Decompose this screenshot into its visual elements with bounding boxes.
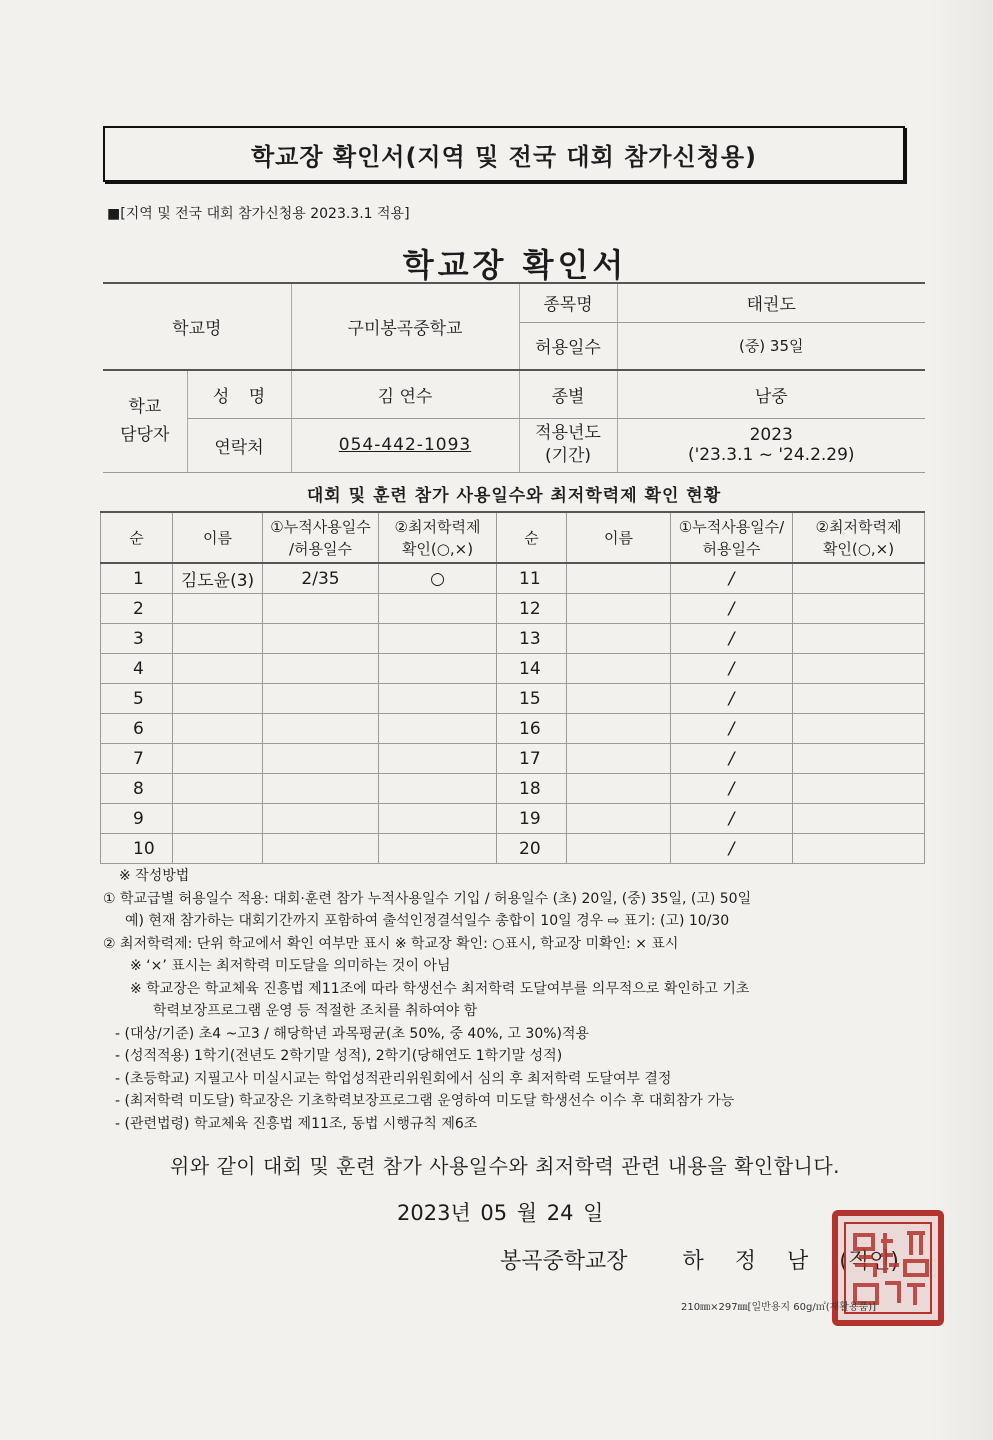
min-academic-check-right-cell bbox=[793, 774, 925, 804]
row-number-cell: 7 bbox=[101, 744, 173, 774]
min-academic-check-cell bbox=[379, 804, 497, 834]
applicability-note: ■[지역 및 전국 대회 참가신청용 2023.3.1 적용] bbox=[107, 206, 410, 222]
row-number-right-cell: 14 bbox=[497, 654, 567, 684]
table-row bbox=[101, 624, 925, 654]
year-value: 2023 bbox=[749, 425, 793, 445]
row-number-cell: 8 bbox=[101, 774, 173, 804]
table-row bbox=[101, 594, 925, 624]
instructions-heading: ※ 작성방법 bbox=[119, 868, 190, 884]
row-number-cell: 2 bbox=[101, 594, 173, 624]
student-name-cell bbox=[173, 774, 263, 804]
row-number-cell: 3 bbox=[101, 624, 173, 654]
col-header-days: ①누적사용일수 /허용일수 bbox=[263, 512, 379, 563]
used-days-right-cell: / bbox=[671, 834, 793, 864]
instruction-line-8: - (성적적용) 1학기(전년도 2학기말 성적), 2학기(당해연도 1학기말 성적) bbox=[115, 1048, 563, 1064]
contact-person-label: 학교 담당자 bbox=[103, 370, 187, 472]
row-number-cell: 9 bbox=[101, 804, 173, 834]
school-name-value: 구미봉곡중학교 bbox=[291, 283, 519, 370]
student-name-cell bbox=[173, 834, 263, 864]
category-value: 남중 bbox=[617, 370, 925, 418]
allowed-days-value: (중) 35일 bbox=[617, 322, 925, 370]
used-days-right-cell: / bbox=[671, 744, 793, 774]
row-number-right-cell: 20 bbox=[497, 834, 567, 864]
student-name-right-cell bbox=[567, 834, 671, 864]
phone-value: 054-442-1093 bbox=[338, 435, 472, 455]
used-days-cell bbox=[263, 774, 379, 804]
student-name-right-cell bbox=[567, 563, 671, 594]
row-number-right-cell: 17 bbox=[497, 744, 567, 774]
instruction-line-2: 예) 현재 참가하는 대회기간까지 포함하여 출석인정결석일수 총합이 10일 경우 ⇨ 표기: (고) 10/30 bbox=[125, 913, 730, 929]
event-value: 태권도 bbox=[617, 283, 925, 322]
min-academic-check-cell bbox=[379, 654, 497, 684]
student-name-right-cell bbox=[567, 774, 671, 804]
row-number-right-cell: 12 bbox=[497, 594, 567, 624]
instruction-line-1: ① 학교급별 허용일수 적용: 대회·훈련 참가 누적사용일수 기입 / 허용일수 (초) 20일, (중) 35일, (고) 50일 bbox=[103, 890, 752, 907]
student-name-right-cell bbox=[567, 654, 671, 684]
table-row bbox=[101, 654, 925, 684]
student-name-right-cell bbox=[567, 714, 671, 744]
student-name-right-cell bbox=[567, 624, 671, 654]
col-header-name-right: 이름 bbox=[567, 512, 671, 563]
student-name-cell bbox=[173, 714, 263, 744]
name-label: 성 명 bbox=[187, 370, 291, 418]
used-days-right-cell: / bbox=[671, 804, 793, 834]
confirmation-statement: 위와 같이 대회 및 훈련 참가 사용일수와 최저학력 관련 내용을 확인합니다. bbox=[169, 1154, 841, 1178]
used-days-right-cell: / bbox=[671, 654, 793, 684]
col-header-check: ②최저학력제 확인(○,×) bbox=[379, 512, 497, 563]
used-days-cell bbox=[263, 624, 379, 654]
student-name-cell bbox=[173, 684, 263, 714]
used-days-right-cell: / bbox=[671, 774, 793, 804]
min-academic-check-right-cell bbox=[793, 654, 925, 684]
name-value: 김 연수 bbox=[291, 370, 519, 418]
min-academic-check-cell bbox=[379, 744, 497, 774]
min-academic-check-right-cell bbox=[793, 684, 925, 714]
event-label: 종목명 bbox=[519, 283, 617, 322]
row-number-right-cell: 15 bbox=[497, 684, 567, 714]
min-academic-check-right-cell bbox=[793, 714, 925, 744]
document-header-box bbox=[103, 126, 905, 182]
table-row bbox=[101, 774, 925, 804]
instruction-line-10: - (최저학력 미도달) 학교장은 기초학력보장프로그램 운영하여 미도달 학생선수 이수 후 대회참가 가능 bbox=[115, 1093, 735, 1109]
col-header-no: 순 bbox=[101, 512, 173, 563]
instruction-line-9: - (초등학교) 지필고사 미실시교는 학업성적관리위원회에서 심의 후 최저학력 도달여부 결정 bbox=[115, 1070, 672, 1087]
min-academic-check-cell bbox=[379, 594, 497, 624]
instruction-line-7: - (대상/기준) 초4 ~고3 / 해당학년 과목평균(초 50%, 중 40%, 고 30%)적용 bbox=[115, 1025, 590, 1042]
student-name-cell bbox=[173, 594, 263, 624]
row-number-right-cell: 18 bbox=[497, 774, 567, 804]
row-number-right-cell: 11 bbox=[497, 563, 567, 594]
participants-section-title: 대회 및 훈련 참가 사용일수와 최저학력제 확인 현황 bbox=[306, 486, 722, 506]
category-label: 종별 bbox=[519, 370, 617, 418]
instruction-line-5: ※ 학교장은 학교체육 진흥법 제11조에 따라 학생선수 최저학력 도달여부를 의무적으로 확인하고 기초 bbox=[130, 980, 750, 997]
principal-name: 하 정 남 bbox=[682, 1249, 821, 1274]
col-header-name: 이름 bbox=[173, 512, 263, 563]
row-number-right-cell: 16 bbox=[497, 714, 567, 744]
min-academic-check-cell: ○ bbox=[379, 563, 497, 594]
student-name-right-cell bbox=[567, 744, 671, 774]
table-row bbox=[101, 684, 925, 714]
page-title: 학교장 확인서 bbox=[402, 246, 628, 284]
year-label: 적용년도 (기간) bbox=[519, 418, 617, 472]
row-number-cell: 4 bbox=[101, 654, 173, 684]
min-academic-check-right-cell bbox=[793, 744, 925, 774]
student-name-cell bbox=[173, 744, 263, 774]
row-number-cell: 6 bbox=[101, 714, 173, 744]
row-number-cell: 10 bbox=[101, 834, 173, 864]
table-row bbox=[101, 563, 925, 594]
issue-date: 2023년 05 월 24 일 bbox=[397, 1201, 604, 1225]
row-number-cell: 1 bbox=[101, 563, 173, 594]
allowed-days-label: 허용일수 bbox=[519, 322, 617, 370]
participants-table bbox=[100, 511, 925, 864]
writing-instructions bbox=[103, 865, 933, 1135]
used-days-cell bbox=[263, 744, 379, 774]
student-name-right-cell bbox=[567, 594, 671, 624]
min-academic-check-right-cell bbox=[793, 834, 925, 864]
instruction-line-3: ② 최저학력제: 단위 학교에서 확인 여부만 표시 ※ 학교장 확인: ○표시, 학교장 미확인: × 표시 bbox=[103, 935, 679, 952]
used-days-cell bbox=[263, 804, 379, 834]
used-days-cell bbox=[263, 594, 379, 624]
used-days-cell bbox=[263, 654, 379, 684]
col-header-check-right: ②최저학력제 확인(○,×) bbox=[793, 512, 925, 563]
instruction-line-11: - (관련법령) 학교체육 진흥법 제11조, 동법 시행규칙 제6조 bbox=[115, 1115, 478, 1132]
used-days-right-cell: / bbox=[671, 684, 793, 714]
col-header-no-right: 순 bbox=[497, 512, 567, 563]
student-name-cell: 김도윤(3) bbox=[173, 563, 263, 594]
header-box-title: 학교장 확인서(지역 및 전국 대회 참가신청용) bbox=[250, 142, 758, 171]
paper-size-note: 210㎜×297㎜[일반용지 60g/㎡(재활용품)] bbox=[681, 1302, 877, 1313]
min-academic-check-right-cell bbox=[793, 624, 925, 654]
used-days-right-cell: / bbox=[671, 624, 793, 654]
table-row bbox=[101, 834, 925, 864]
used-days-right-cell: / bbox=[671, 563, 793, 594]
min-academic-check-right-cell bbox=[793, 563, 925, 594]
year-value-cell bbox=[617, 418, 925, 472]
used-days-right-cell: / bbox=[671, 714, 793, 744]
used-days-cell bbox=[263, 714, 379, 744]
row-number-right-cell: 13 bbox=[497, 624, 567, 654]
used-days-right-cell: / bbox=[671, 594, 793, 624]
student-name-cell bbox=[173, 804, 263, 834]
table-row bbox=[101, 804, 925, 834]
table-row bbox=[101, 714, 925, 744]
instruction-line-4: ※ ‘×’ 표시는 최저학력 미도달을 의미하는 것이 아님 bbox=[130, 958, 451, 974]
used-days-cell bbox=[263, 684, 379, 714]
school-name-label: 학교명 bbox=[103, 283, 291, 370]
student-name-right-cell bbox=[567, 804, 671, 834]
min-academic-check-cell bbox=[379, 684, 497, 714]
min-academic-check-right-cell bbox=[793, 804, 925, 834]
min-academic-check-right-cell bbox=[793, 594, 925, 624]
school-info-table bbox=[103, 282, 925, 473]
min-academic-check-cell bbox=[379, 834, 497, 864]
min-academic-check-cell bbox=[379, 774, 497, 804]
phone-value-cell bbox=[291, 418, 519, 472]
table-row bbox=[101, 744, 925, 774]
phone-label: 연락처 bbox=[187, 418, 291, 472]
row-number-right-cell: 19 bbox=[497, 804, 567, 834]
used-days-cell: 2/35 bbox=[263, 563, 379, 594]
period-value: ('23.3.1 ~ '24.2.29) bbox=[687, 445, 855, 465]
student-name-cell bbox=[173, 654, 263, 684]
min-academic-check-cell bbox=[379, 714, 497, 744]
used-days-cell bbox=[263, 834, 379, 864]
principal-title: 봉곡중학교장 bbox=[500, 1249, 628, 1274]
min-academic-check-cell bbox=[379, 624, 497, 654]
row-number-cell: 5 bbox=[101, 684, 173, 714]
col-header-days-right: ①누적사용일수/ 허용일수 bbox=[671, 512, 793, 563]
student-name-cell bbox=[173, 624, 263, 654]
student-name-right-cell bbox=[567, 684, 671, 714]
instruction-line-6: 학력보장프로그램 운영 등 적절한 조치를 취하여야 함 bbox=[153, 1003, 478, 1019]
